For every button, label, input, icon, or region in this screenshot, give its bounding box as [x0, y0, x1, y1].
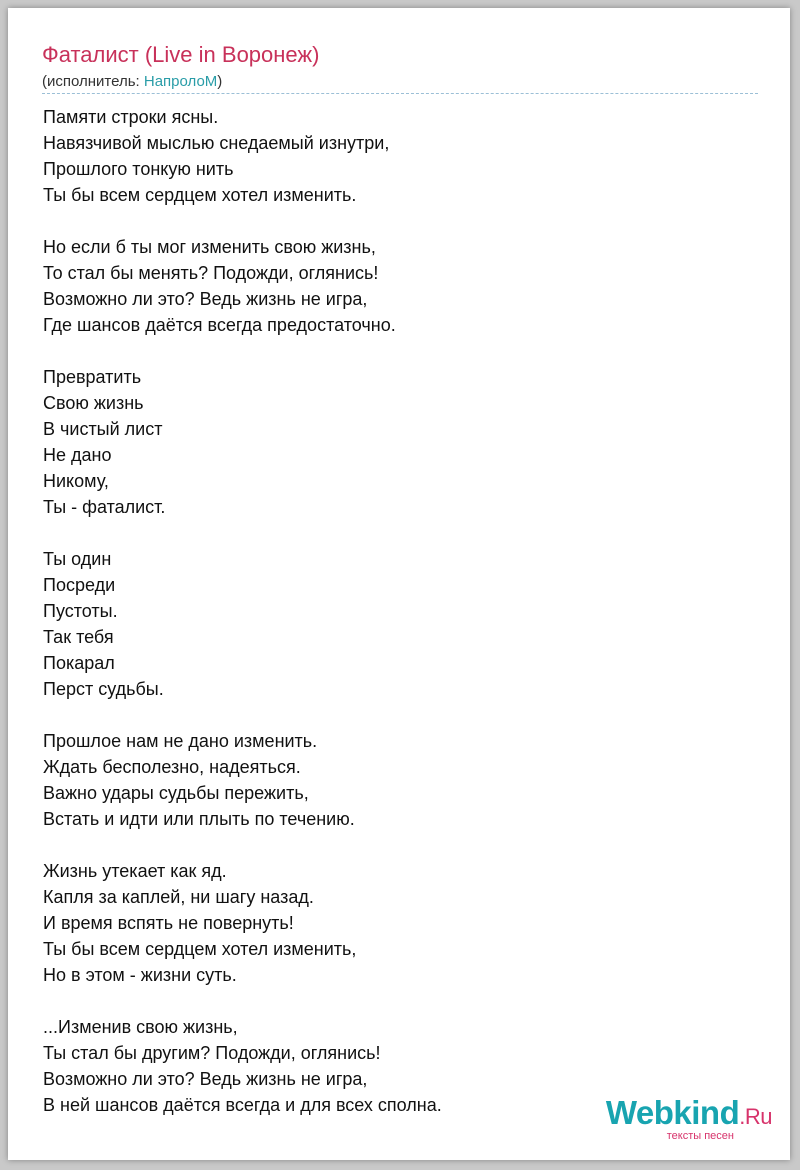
artist-line [42, 73, 222, 90]
lyric-line: Прошлое нам не дано изменить. [43, 731, 318, 751]
lyric-line: Пустоты. [43, 601, 118, 621]
lyric-line: Возможно ли это? Ведь жизнь не игра, [43, 1069, 368, 1089]
lyric-line: Но если б ты мог изменить свою жизнь, [43, 237, 376, 257]
lyric-line: Покарал [43, 653, 115, 673]
logo-tagline: тексты песен [666, 1130, 734, 1142]
lyric-line: Ты - фаталист. [43, 497, 166, 517]
lyric-line: Свою жизнь [43, 393, 144, 413]
lyric-line: Посреди [43, 575, 116, 595]
lyrics-page [8, 8, 790, 1160]
lyric-line: Важно удары судьбы пережить, [43, 783, 309, 803]
artist-prefix: (исполнитель: [42, 73, 144, 90]
lyric-line: Никому, [43, 471, 109, 491]
lyric-line: Капля за каплей, ни шагу назад. [43, 887, 314, 907]
song-title: Фаталист (Live in Воронеж) [42, 42, 320, 67]
lyrics-stanza [43, 234, 743, 338]
title-divider [42, 93, 758, 94]
lyric-line: Ты бы всем сердцем хотел изменить. [43, 185, 357, 205]
lyric-line: Прошлого тонкую нить [43, 159, 234, 179]
lyrics-stanza [43, 858, 743, 988]
lyrics-stanza [43, 364, 743, 520]
lyrics-stanza [43, 546, 743, 702]
logo-wordmark [606, 1094, 772, 1132]
lyric-line: Возможно ли это? Ведь жизнь не игра, [43, 289, 368, 309]
lyric-line: Встать и идти или плыть по течению. [43, 809, 355, 829]
lyric-line: То стал бы менять? Подожди, оглянись! [43, 263, 379, 283]
lyric-line: Перст судьбы. [43, 679, 164, 699]
lyric-line: Превратить [43, 367, 142, 387]
lyric-line: Жизнь утекает как яд. [43, 861, 227, 881]
artist-link[interactable]: НапролоМ [143, 73, 218, 90]
lyric-line: Так тебя [43, 627, 114, 647]
lyric-line: И время вспять не повернуть! [43, 913, 294, 933]
lyric-line: Ты один [43, 549, 112, 569]
lyric-line: В ней шансов даётся всегда и для всех сполна. [43, 1095, 442, 1115]
lyric-line: Памяти строки ясны. [43, 107, 219, 127]
lyric-line: В чистый лист [43, 419, 163, 439]
artist-suffix: ) [217, 73, 223, 90]
logo-brand: Webkind [605, 1094, 740, 1131]
lyric-line: Не дано [43, 445, 112, 465]
lyrics-stanza [43, 104, 743, 208]
lyric-line: ...Изменив свою жизнь, [43, 1017, 238, 1037]
lyric-line: Где шансов даётся всегда предостаточно. [43, 315, 396, 335]
logo-tld: .Ru [739, 1104, 772, 1129]
lyric-line: Но в этом - жизни суть. [43, 965, 237, 985]
lyrics-stanza [43, 728, 743, 832]
lyric-line: Ты бы всем сердцем хотел изменить, [43, 939, 357, 959]
lyric-line: Ты стал бы другим? Подожди, оглянись! [43, 1043, 381, 1063]
lyric-line: Ждать бесполезно, надеяться. [43, 757, 301, 777]
webkind-logo [572, 1094, 772, 1144]
lyric-line: Навязчивой мыслью снедаемый изнутри, [43, 133, 390, 153]
lyrics-body [43, 104, 743, 1144]
